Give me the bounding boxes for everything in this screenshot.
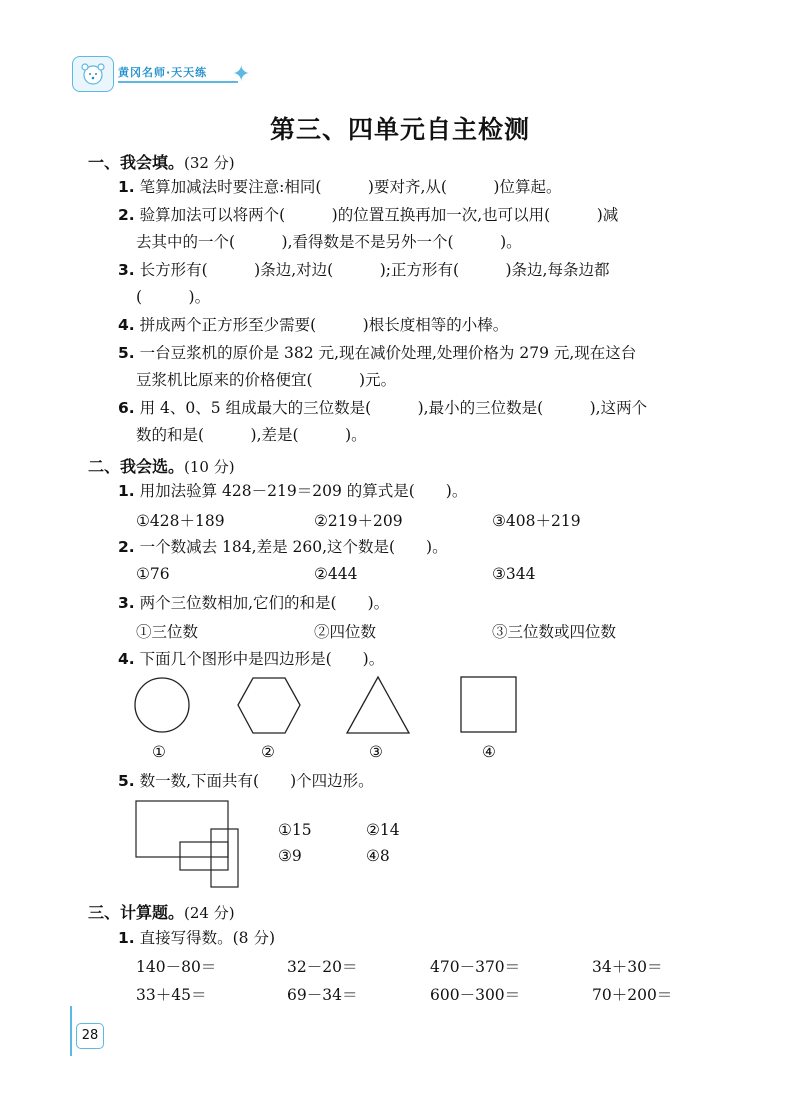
logo: [72, 56, 114, 92]
section-heading-choose: [88, 454, 235, 477]
calc-item[interactable]: 600－300＝: [430, 986, 521, 1004]
section-label: 二、我会选。: [88, 457, 185, 476]
question-number: 1.: [118, 178, 135, 196]
question-number: 2.: [118, 206, 135, 224]
question-number: 5.: [118, 344, 135, 362]
calc-item[interactable]: 32－20＝: [287, 958, 358, 976]
choose-q5: [118, 771, 374, 791]
star-icon: ✦: [232, 62, 251, 87]
option-2[interactable]: ②219＋209: [314, 512, 403, 530]
question-text: 笔算加减法时要注意:相同( )要对齐,从( )位算起。: [139, 178, 562, 196]
calc-item[interactable]: 470－370＝: [430, 958, 521, 976]
square-shape[interactable]: [461, 677, 516, 732]
fill-q2-continued: 去其中的一个( ),看得数是不是另外一个( )。: [136, 233, 522, 251]
option-2[interactable]: ②444: [314, 565, 358, 583]
shape-label-3: ③: [369, 743, 383, 761]
shapes-figure: [120, 670, 540, 770]
option-1[interactable]: ①15: [278, 821, 312, 839]
fill-q5-continued: 豆浆机比原来的价格便宜( )元。: [136, 371, 397, 389]
quadrilateral-count-figure: [130, 797, 250, 897]
calc-item[interactable]: 69－34＝: [287, 986, 358, 1004]
choose-q2: [118, 537, 448, 557]
circle-shape[interactable]: [135, 678, 189, 732]
shape-label-4: ④: [482, 743, 496, 761]
option-4[interactable]: ④8: [366, 847, 390, 865]
bear-logo-icon: [73, 57, 113, 91]
question-number: 4.: [118, 650, 135, 668]
calc-item[interactable]: 70＋200＝: [592, 986, 673, 1004]
triangle-shape[interactable]: [347, 677, 409, 733]
fill-q4: [118, 315, 508, 335]
question-number: 3.: [118, 261, 135, 279]
fill-q2: [118, 205, 618, 225]
option-3[interactable]: ③344: [492, 565, 536, 583]
calc-q1: [118, 928, 275, 948]
shape-label-2: ②: [261, 743, 275, 761]
question-number: 1.: [118, 482, 135, 500]
option-1[interactable]: ①76: [136, 565, 170, 583]
question-text: 用 4、0、5 组成最大的三位数是( ),最小的三位数是( ),这两个: [139, 399, 648, 417]
question-text: 一个数减去 184,差是 260,这个数是( )。: [139, 538, 448, 556]
option-3[interactable]: ③三位数或四位数: [492, 623, 617, 641]
option-3[interactable]: ③9: [278, 847, 302, 865]
question-text: 下面几个图形中是四边形是( )。: [139, 650, 385, 668]
choose-q3: [118, 593, 389, 613]
fill-q5: [118, 343, 636, 363]
question-text: 用加法验算 428－219＝209 的算式是( )。: [139, 482, 468, 500]
question-text: 一台豆浆机的原价是 382 元,现在减价处理,处理价格为 279 元,现在这台: [139, 344, 637, 362]
fill-q1: [118, 177, 561, 197]
fill-q6: [118, 398, 647, 418]
question-number: 4.: [118, 316, 135, 334]
section-points: (32 分): [184, 154, 235, 172]
section-heading-fill: [88, 150, 235, 173]
fill-q3-continued: ( )。: [136, 288, 211, 306]
page-margin-line: [70, 1006, 72, 1056]
option-2[interactable]: ②四位数: [314, 623, 377, 641]
question-number: 6.: [118, 399, 135, 417]
question-number: 2.: [118, 538, 135, 556]
calc-item[interactable]: 34＋30＝: [592, 958, 663, 976]
brand-name: 黄冈名师·天天练: [118, 66, 208, 79]
question-number: 3.: [118, 594, 135, 612]
option-1[interactable]: ①428＋189: [136, 512, 225, 530]
shape-label-1: ①: [152, 743, 166, 761]
calc-item[interactable]: 33＋45＝: [136, 986, 207, 1004]
section-points: (24 分): [184, 904, 235, 922]
question-text: 长方形有( )条边,对边( );正方形有( )条边,每条边都: [139, 261, 610, 279]
question-text: 两个三位数相加,它们的和是( )。: [139, 594, 390, 612]
choose-q1: [118, 481, 467, 501]
option-3[interactable]: ③408＋219: [492, 512, 581, 530]
section-label: 一、我会填。: [88, 153, 185, 172]
question-number: 1.: [118, 929, 135, 947]
section-label: 三、计算题。: [88, 903, 185, 922]
question-text: 数一数,下面共有( )个四边形。: [139, 772, 374, 790]
option-1[interactable]: ①三位数: [136, 623, 199, 641]
calc-item[interactable]: 140－80＝: [136, 958, 217, 976]
question-text: 拼成两个正方形至少需要( )根长度相等的小棒。: [139, 316, 509, 334]
page-number: 28: [76, 1023, 104, 1049]
choose-q4: [118, 649, 384, 669]
section-points: (10 分): [184, 458, 235, 476]
question-text: 验算加法可以将两个( )的位置互换再加一次,也可以用( )减: [139, 206, 619, 224]
question-text: 直接写得数。(8 分): [139, 929, 276, 947]
fill-q3: [118, 260, 610, 280]
page-title: 第三、四单元自主检测: [269, 115, 530, 144]
question-number: 5.: [118, 772, 135, 790]
option-2[interactable]: ②14: [366, 821, 400, 839]
section-heading-calc: [88, 900, 235, 923]
hexagon-shape[interactable]: [238, 678, 300, 733]
fill-q6-continued: 数的和是( ),差是( )。: [136, 426, 367, 444]
brand-underline: [118, 81, 238, 83]
